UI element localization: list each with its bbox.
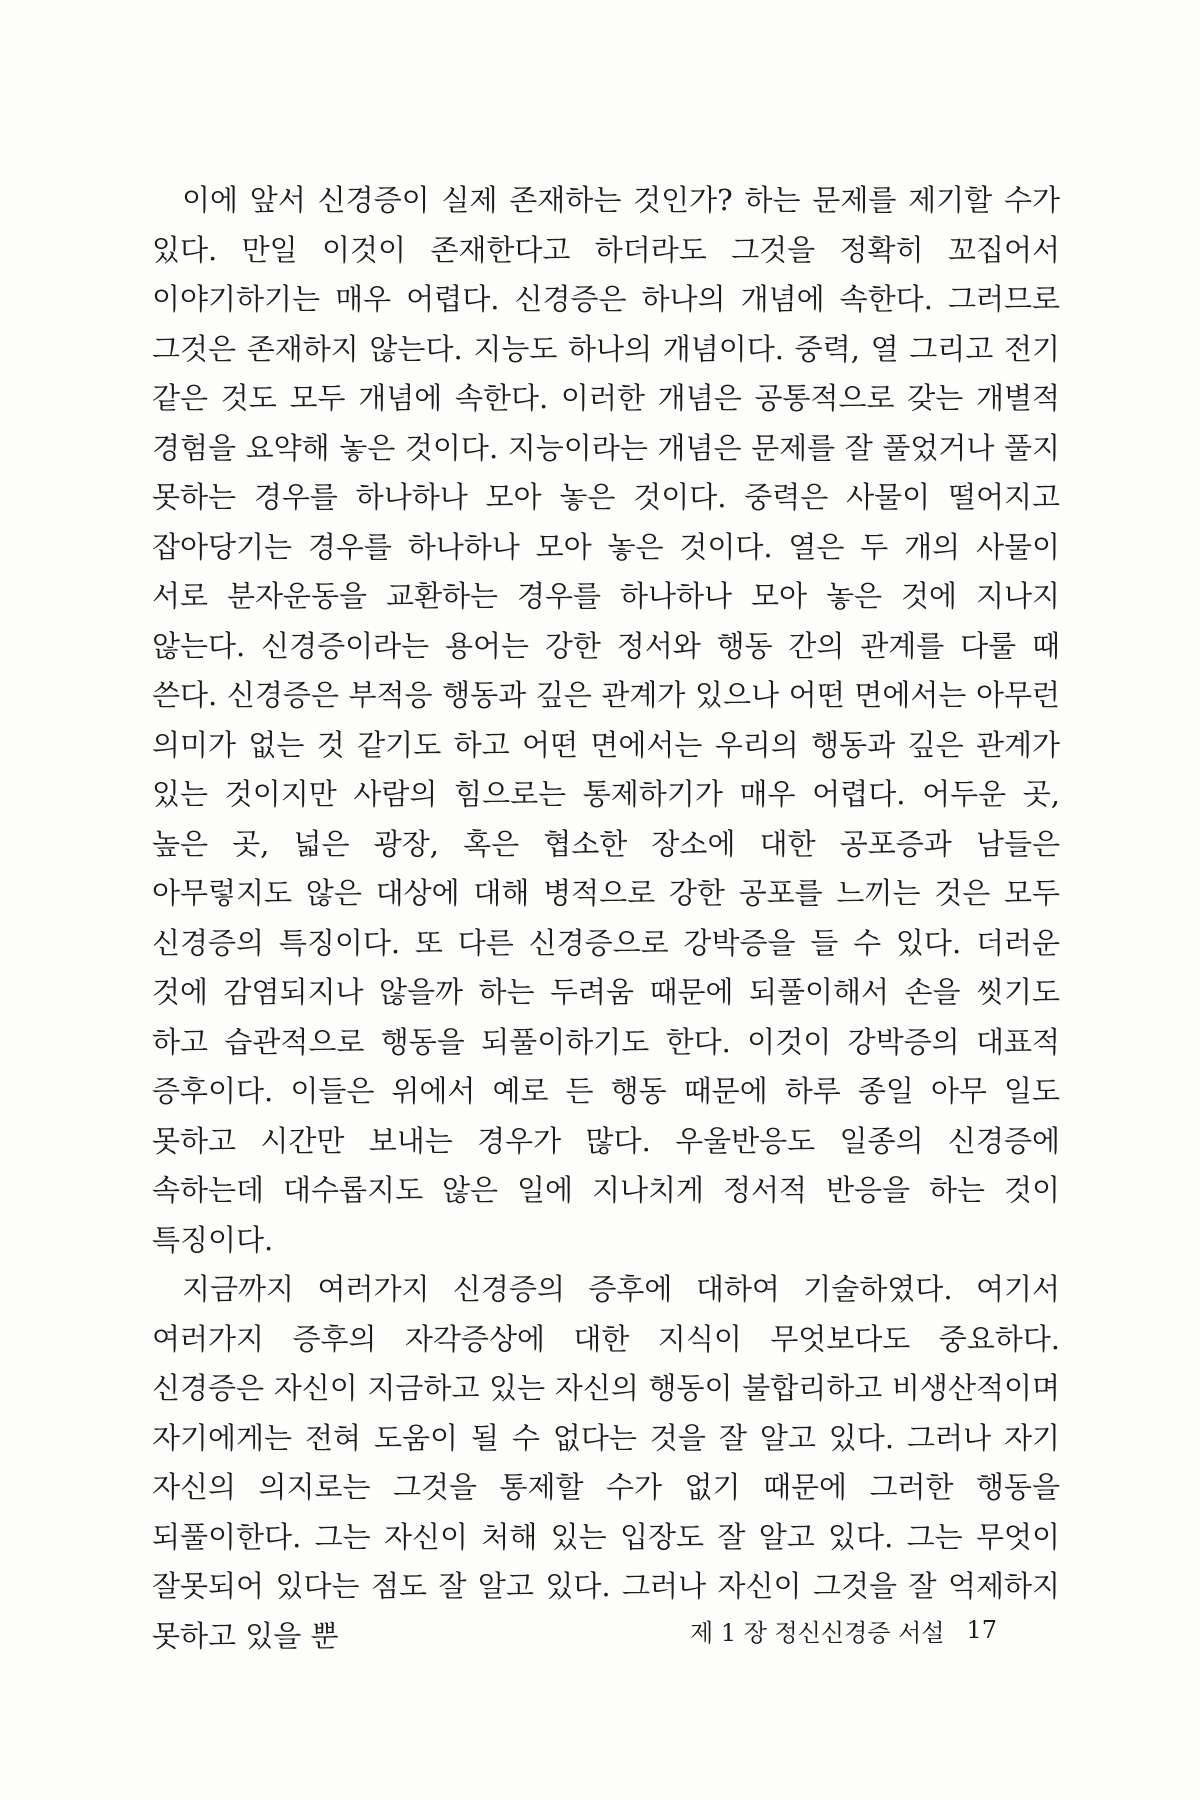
running-head: 제 1 장 정신신경증 서설 [690,1618,945,1647]
page-footer [690,1610,1050,1650]
paragraph-1: 이에 앞서 신경증이 실제 존재하는 것인가? 하는 문제를 제기할 수가 있다. 만일 이것이 존재한다고 하더라도 그것을 정확히 꼬집어서 이야기하기는 매우 어렵다. 신경증은 하나의 개념에 속한다. 그러므로 그것은 존재하지 않는다. 지능도 하나의 개념이다. 중력, 열 그리고 전기 같은 것도 모두 개념에 속한다. 이러한 개념은 공통적으로 갖는 개별적 경험을 요약해 놓은 것이다. 지능이라는 개념은 문제를 잘 풀었거나 풀지 못하는 경우를 하나하나 모아 놓은 것이다. 중력은 사물이 떨어지고 잡아당기는 경우를 하나하나 모아 놓은 것이다. 열은 두 개의 사물이 서로 분자운동을 교환하는 경우를 하나하나 모아 놓은 것에 지나지 않는다. 신경증이라는 용어는 강한 정서와 행동 간의 관계를 다룰 때 쓴다. 신경증은 부적응 행동과 깊은 관계가 있으나 어떤 면에서는 아무런 의미가 없는 것 같기도 하고 어떤 면에서는 우리의 행동과 깊은 관계가 있는 것이지만 사람의 힘으로는 통제하기가 매우 어렵다. 어두운 곳, 높은 곳, 넓은 광장, 혹은 협소한 장소에 대한 공포증과 남들은 아무렇지도 않은 대상에 대해 병적으로 강한 공포를 느끼는 것은 모두 신경증의 특징이다. 또 다른 신경증으로 강박증을 들 수 있다. 더러운 것에 감염되지나 않을까 하는 두려움 때문에 되풀이해서 손을 씻기도 하고 습관적으로 행동을 되풀이하기도 한다. 이것이 강박증의 대표적 증후이다. 이들은 위에서 예로 든 행동 때문에 하루 종일 아무 일도 못하고 시간만 보내는 경우가 많다. 우울반응도 일종의 신경증에 속하는데 대수롭지도 않은 일에 지나치게 정서적 반응을 하는 것이 특징이다. [152,183,1060,1257]
page-number: 17 [966,1616,997,1644]
paragraph-2: 지금까지 여러가지 신경증의 증후에 대하여 기술하였다. 여기서 여러가지 증후의 자각증상에 대한 지식이 무엇보다도 중요하다. 신경증은 자신이 지금하고 있는 자신의 행동이 불합리하고 비생산적이며 자기에게는 전혀 도움이 될 수 없다는 것을 잘 알고 있다. 그러나 자기 자신의 의지로는 그것을 통제할 수가 없기 때문에 그러한 행동을 되풀이한다. 그는 자신이 처해 있는 입장도 잘 알고 있다. 그는 무엇이 잘못되어 있다는 점도 잘 알고 있다. 그러나 자신이 그것을 잘 억제하지 못하고 있을 뿐 [152,1272,1060,1653]
body-text [152,176,1060,1661]
